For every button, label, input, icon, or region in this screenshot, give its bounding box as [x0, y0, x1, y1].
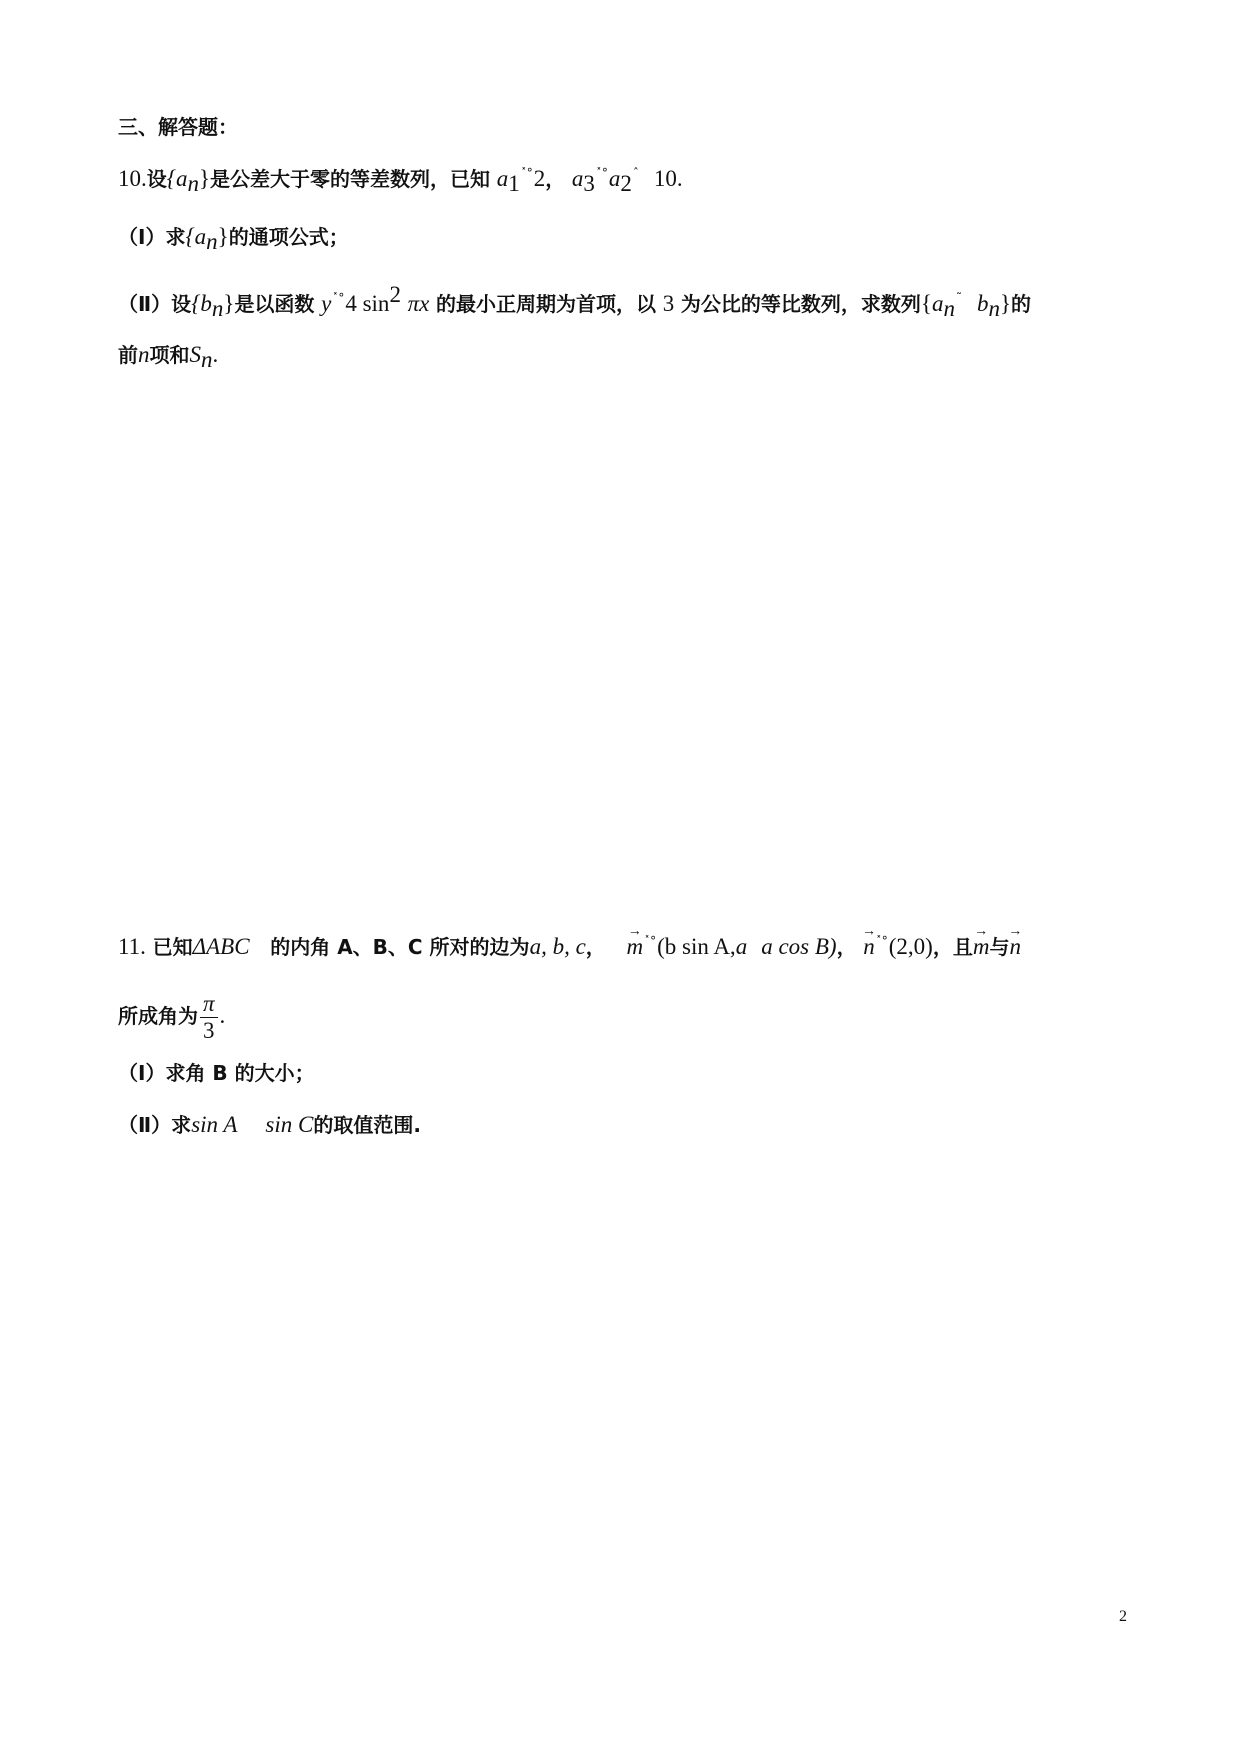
q11-text-3: 与: [989, 935, 1010, 959]
comma: ，: [836, 935, 857, 959]
q11-stem: [118, 932, 1125, 965]
vector-m: → m: [626, 932, 643, 962]
sub-n: n: [988, 296, 1000, 321]
p2-text: 的取值范围.: [313, 1113, 421, 1137]
sides: a, b, c: [529, 934, 586, 959]
pi-x: πx: [407, 291, 430, 316]
brace-close: }: [999, 291, 1012, 316]
angle-text: 所成角为: [118, 1004, 198, 1028]
brace-close: }: [223, 291, 235, 316]
equals-glyph-icon: ˟°: [595, 166, 608, 180]
m-vec: (b sin A,: [657, 934, 736, 959]
three: 3: [203, 1018, 215, 1043]
comma: ，: [545, 167, 566, 191]
sin-c: sin C: [265, 1112, 314, 1137]
q11-text-1: 的内角 A、B、C 所对的边为: [270, 935, 530, 959]
triangle: ΔABC: [192, 934, 250, 959]
bn: b: [976, 291, 989, 316]
pi: π: [200, 991, 218, 1018]
brace-close: }: [217, 224, 229, 249]
equals-glyph-icon: ˟°: [520, 166, 533, 180]
eq2-rhs: 10: [653, 166, 677, 191]
period: .: [219, 1003, 226, 1028]
sub-n: n: [943, 296, 955, 321]
page-number: 2: [1119, 1608, 1127, 1625]
equals-glyph-icon: ˟°: [332, 291, 345, 305]
q11-text-2: ，且: [932, 935, 973, 959]
q10-number: 10.: [118, 166, 147, 191]
a3: a: [571, 166, 584, 191]
q11-number: 11.: [118, 934, 146, 959]
brace-open: {: [920, 291, 932, 316]
square-glyph-icon: ˆ: [632, 166, 639, 180]
seq-a: {a: [185, 224, 207, 249]
q10-part1: [118, 222, 1125, 257]
q10-intro: 设: [146, 167, 167, 191]
q10-part2-cont: [118, 340, 1125, 375]
sub-2: 2: [620, 171, 632, 196]
y: y: [321, 291, 332, 316]
brace-close: }: [198, 166, 210, 191]
line3-text: 前: [118, 343, 138, 367]
a2: a: [608, 166, 621, 191]
q11-part2: [118, 1110, 1125, 1140]
sup-2: 2: [389, 282, 401, 307]
sub-n: n: [206, 229, 218, 254]
S: S: [189, 342, 201, 367]
p2-text-2: 的最小正周期为首项，以: [436, 292, 657, 316]
eq1-rhs: 2: [533, 166, 546, 191]
p2-text-3: 为公比的等比数列，求数列: [680, 292, 921, 316]
vector-n: → n: [863, 932, 875, 962]
equals-glyph-icon: ˟°: [644, 934, 657, 948]
vector-m: → m: [973, 932, 990, 962]
a-tilde: a: [735, 934, 748, 959]
p2-label: （Ⅱ）设: [118, 292, 192, 316]
period: .: [676, 166, 683, 191]
sub-3: 3: [583, 171, 595, 196]
plus-glyph-icon: ˜: [955, 291, 962, 305]
period: .: [212, 342, 219, 367]
sub-1: 1: [508, 171, 520, 196]
a1: a: [496, 166, 509, 191]
q11-angle: [118, 988, 1125, 1044]
q10-stem: [118, 164, 1125, 199]
m-vec2: a cos B): [761, 934, 837, 959]
sub-n: n: [201, 347, 213, 372]
line3-text2: 项和: [149, 343, 190, 367]
an: a: [931, 291, 944, 316]
sub-n: n: [211, 296, 224, 321]
seq-a: {a: [166, 166, 188, 191]
n-vec: (2,0): [888, 934, 933, 959]
sub-n: n: [187, 171, 199, 196]
vector-n: → n: [1009, 932, 1021, 962]
q11-intro: 已知: [152, 935, 193, 959]
q10-text: 是公差大于零的等差数列，已知: [210, 167, 490, 191]
p1-text: 的通项公式；: [228, 225, 349, 249]
p2-text-4: 的: [1011, 292, 1032, 316]
seq-b: {b: [191, 291, 212, 316]
comma: ，: [585, 935, 606, 959]
fraction-pi-3: [200, 991, 218, 1044]
equals-glyph-icon: ˟°: [875, 934, 888, 948]
p2-text-1: 是以函数: [234, 292, 315, 316]
p2-label: （Ⅱ）求: [118, 1113, 192, 1137]
section-heading: 三、解答题：: [118, 115, 238, 139]
sin-a: sin A: [191, 1112, 238, 1137]
p1-label: （Ⅰ）求: [118, 225, 186, 249]
n-var: n: [138, 342, 150, 367]
ratio: 3: [662, 291, 675, 316]
q11-part1: （Ⅰ）求角 B 的大小；: [118, 1061, 315, 1085]
q10-part2: [118, 280, 1125, 324]
func: 4 sin: [345, 291, 390, 316]
